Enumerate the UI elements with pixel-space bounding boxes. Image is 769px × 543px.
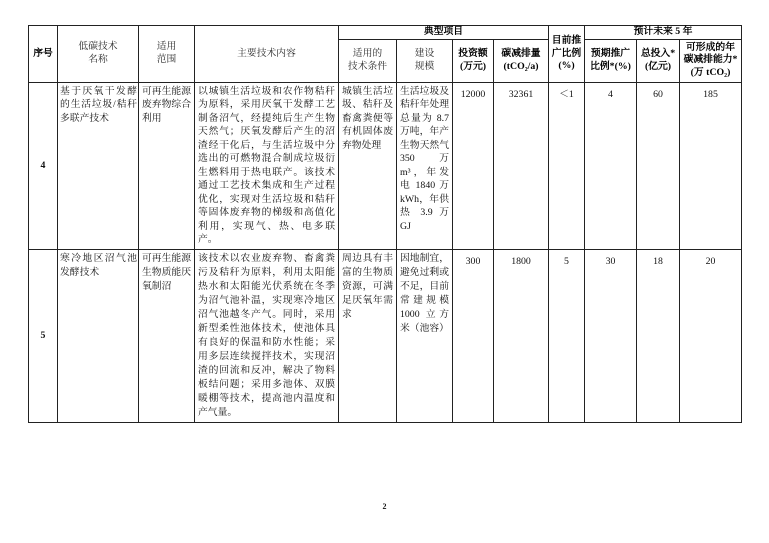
- header-content: 主要技术内容: [195, 26, 339, 83]
- cell-scope: 可再生能源生物质能厌氧制沼: [139, 249, 195, 422]
- cell-seq: 5: [29, 249, 58, 422]
- header-capacity: 可形成的年 碳减排能力* (万 tCO₂): [680, 39, 742, 82]
- header-future-five-years: 预计未来 5 年: [585, 26, 742, 40]
- cell-content: 以城镇生活垃圾和农作物秸秆为原料，采用厌氧干发酵工艺制备沼气，经提纯后生产生物天然气；厌氧发酵后产生的沼渣经干化后，与生活垃圾中分选出的可燃物混合制成垃圾衍生燃料用于热电联产。该技术通过工艺技术集成和生产过程优化，实现对生活垃圾和秸秆等固体废弃物的梯级和高值化利用，实现气、热、电多联产。: [195, 82, 339, 249]
- header-investment: 投资额 (万元): [453, 39, 494, 82]
- page-number: 2: [382, 502, 387, 511]
- cell-capacity: 20: [680, 249, 742, 422]
- table-row: [29, 249, 742, 422]
- cell-current-ratio: ＜1: [549, 82, 585, 249]
- header-current-ratio: 目前推 广比例 (%): [549, 26, 585, 83]
- cell-current-ratio: 5: [549, 249, 585, 422]
- low-carbon-technology-table: [28, 25, 742, 423]
- header-tech-name: 低碳技术 名称: [58, 26, 139, 83]
- cell-conditions: 周边具有丰富的生物质资源，可满足厌氧年需求: [339, 249, 397, 422]
- cell-investment: 300: [453, 249, 494, 422]
- header-scale: 建设 规模: [397, 39, 453, 82]
- cell-content: 该技术以农业废弃物、畜禽粪污及秸秆为原料，利用太阳能热水和太阳能光伏系统在冬季为沼气池补温，实现寒冷地区沼气池越冬产气。同时，采用新型柔性池体技术，使池体具有良好的保温和防水性能；采用多层连续搅拌技术，实现沼渣的回流和反冲，解决了物料板结问题；采用多池体、双膜暖棚等技术，提高池内温度和产气量。: [195, 249, 339, 422]
- header-typical-project: 典型项目: [339, 26, 549, 40]
- header-total-input: 总投入* (亿元): [637, 39, 680, 82]
- cell-seq: 4: [29, 82, 58, 249]
- cell-conditions: 城镇生活垃圾、秸秆及畜禽粪便等有机固体废弃物处理: [339, 82, 397, 249]
- header-conditions: 适用的 技术条件: [339, 39, 397, 82]
- cell-tech-name: 寒冷地区沼气池发酵技术: [58, 249, 139, 422]
- cell-reduction: 32361: [494, 82, 549, 249]
- cell-expected-ratio: 30: [585, 249, 637, 422]
- cell-total-input: 60: [637, 82, 680, 249]
- cell-scale: 生活垃圾及秸秆年处理总量为 8.7 万吨，年产生物天然气 350 万 m³，年发电 1840 万 kWh，年供热 3.9 万 GJ: [397, 82, 453, 249]
- header-expected-ratio: 预期推广 比例*(%): [585, 39, 637, 82]
- header-seq: 序号: [29, 26, 58, 83]
- cell-tech-name: 基于厌氧干发酵的生活垃圾/秸秆多联产技术: [58, 82, 139, 249]
- header-scope: 适用 范围: [139, 26, 195, 83]
- header-reduction: 碳减排量 (tCO₂/a): [494, 39, 549, 82]
- cell-capacity: 185: [680, 82, 742, 249]
- cell-scale: 因地制宜，避免过剩或不足，目前常建规模 1000 立方米（池容）: [397, 249, 453, 422]
- cell-total-input: 18: [637, 249, 680, 422]
- table-row: [29, 82, 742, 249]
- cell-expected-ratio: 4: [585, 82, 637, 249]
- cell-scope: 可再生能源废弃物综合利用: [139, 82, 195, 249]
- cell-reduction: 1800: [494, 249, 549, 422]
- table-header: [29, 26, 742, 83]
- header-row-top: [29, 26, 742, 40]
- cell-investment: 12000: [453, 82, 494, 249]
